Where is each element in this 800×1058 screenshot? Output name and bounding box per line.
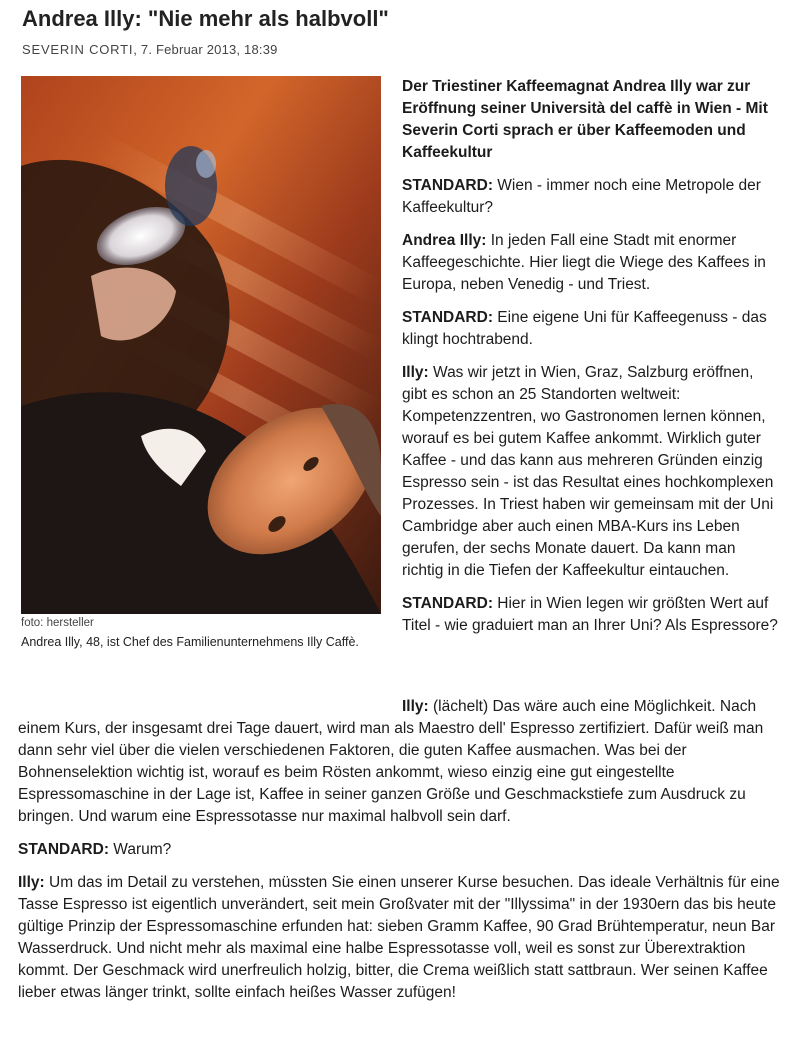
paragraph-text: Eine eigene Uni für Kaffeegenuss - das klingt hochtrabend. [402, 309, 767, 348]
portrait-photo-illustration [21, 76, 381, 614]
speaker-label: Illy: [18, 874, 45, 891]
interview-paragraph [402, 175, 780, 219]
article-lead: Der Triestiner Kaffeemagnat Andrea Illy war zur Eröffnung seiner Università del caffè in Wien - Mit Severin Corti sprach er über Kaffeemoden und Kaffeekultur [402, 78, 768, 161]
paragraph-text: Warum? [108, 841, 172, 858]
interview-paragraph [402, 362, 780, 582]
speaker-label: Andrea Illy: [402, 232, 487, 249]
interview-paragraph [18, 872, 784, 1004]
author-name: SEVERIN CORTI [22, 42, 134, 57]
paragraph-text: Was wir jetzt in Wien, Graz, Salzburg eröffnen, gibt es schon an 25 Standorten weltweit: Kompetenzzentren, wo Gastronomen lernen können, worauf es bei gutem Kaffee ankommt. Wirklich guter Kaffee - und das kann aus mehreren Gründen einzig Espresso sein - ist das Resultat eines hochkomplexen Prozesses. In Triest haben wir gemeinsam mit der Uni Cambridge aber auch einen MBA-Kurs ins Leben gerufen, der sechs Monate dauert. Da kann man richtig in die Tiefen der Kaffeekultur eintauchen. [402, 364, 774, 579]
paragraph-text: (lächelt) Das wäre auch eine Möglichkeit. Nach einem Kurs, der insgesamt drei Tage dauert, wird man als Maestro dell' Espresso zertifiziert. Dafür weiß man dann sehr viel über die vielen verschiedenen Faktoren, die guten Kaffee ausmachen. Was bei der Bohnenselektion wichtig ist, worauf es beim Rösten ankommt, wieso einzig eine gut eingestellte Espressomaschine in der Lage ist, Kaffee in seiner ganzen Größe und Geschmackstiefe zum Ausdruck zu bringen. Und warum eine Espressotasse nur maximal halbvoll sein darf. [18, 698, 764, 825]
article-photo [21, 76, 381, 614]
interview-paragraph [402, 593, 780, 637]
interview-paragraph [402, 230, 780, 296]
speaker-label: STANDARD: [402, 595, 493, 612]
photo-credit: foto: hersteller [21, 617, 94, 629]
speaker-label: Illy: [402, 364, 429, 381]
article-title: Andrea Illy: "Nie mehr als halbvoll" [22, 6, 389, 31]
paragraph-text: Hier in Wien legen wir größten Wert auf Titel - wie graduiert man an Ihrer Uni? Als Espressore? [402, 595, 778, 634]
byline [22, 42, 278, 57]
interview-paragraph [18, 839, 784, 861]
speaker-label: STANDARD: [402, 309, 493, 326]
speaker-label: STANDARD: [402, 177, 493, 194]
article-column-full [18, 696, 784, 1015]
paragraph-text: In jeden Fall eine Stadt mit enormer Kaffeegeschichte. Hier liegt die Wiege des Kaffees in Europa, neben Venedig - und Triest. [402, 232, 766, 293]
paragraph-text: Um das im Detail zu verstehen, müssten Sie einen unserer Kurse besuchen. Das ideale Verhältnis für eine Tasse Espresso ist eigentlich unverändert, seit mein Großvater mit der "Illyssima" in der 1930ern das bis heute gültige Prinzip der Espressomaschine erfunden hat: sieben Gramm Kaffee, 90 Grad Brühtemperatur, neun Bar Wasserdruck. Und nicht mehr als maximal eine halbe Espressotasse voll, weil es sonst zur Überextraktion kommt. Der Geschmack wird unerfreulich holzig, bitter, die Crema weißlich statt sattbraun. Wer seinen Kaffee lieber etwas länger trinkt, sollte einfach heißes Wasser zufügen! [18, 874, 780, 1001]
interview-paragraph [18, 696, 784, 828]
speaker-label: STANDARD: [18, 841, 109, 858]
article-column-right [402, 76, 780, 648]
interview-paragraph [402, 307, 780, 351]
speaker-label: Illy: [402, 698, 429, 715]
paragraph-text: Wien - immer noch eine Metropole der Kaffeekultur? [402, 177, 761, 216]
publish-date: , 7. Februar 2013, 18:39 [133, 42, 278, 57]
photo-caption: Andrea Illy, 48, ist Chef des Familienunternehmens Illy Caffè. [21, 635, 359, 649]
